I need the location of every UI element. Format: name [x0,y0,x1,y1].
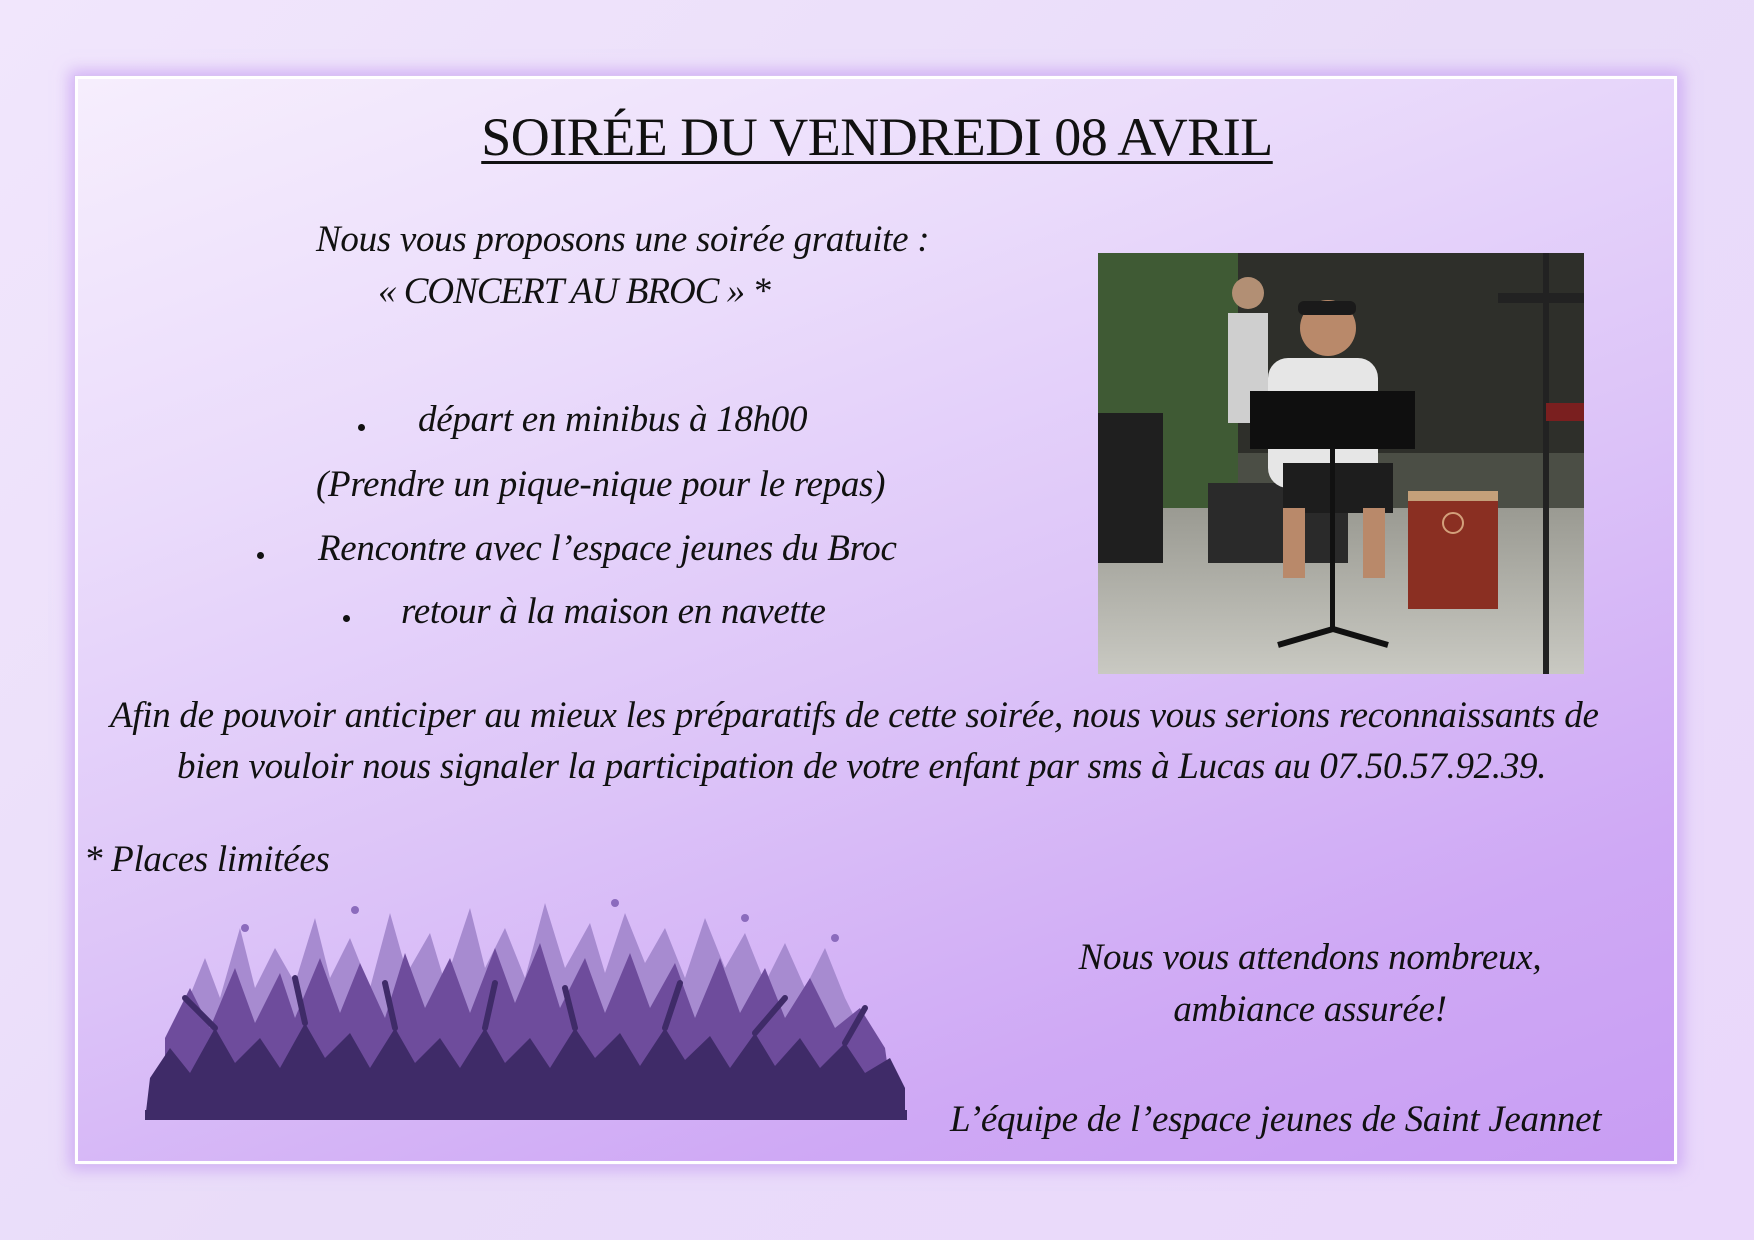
program-note-picnic: (Prendre un pique-nique pour le repas) [316,464,886,505]
footnote-places-limited: * Places limitées [84,839,330,880]
intro-line-1: Nous vous proposons une soirée gratuite : [316,219,930,260]
notice-line-1: Afin de pouvoir anticiper au mieux les préparatifs de cette soirée, nous vous serions reconnaissants de [110,695,1599,736]
notice-line-2: bien vouloir nous signaler la participation de votre enfant par sms à Lucas au 07.50.57.92.39. [177,746,1547,787]
bullet-icon [343,615,350,622]
bullet-icon [358,424,365,431]
crowd-silhouette [145,888,907,1120]
intro-line-2: « CONCERT AU BROC » * [378,271,770,312]
program-item-return: retour à la maison en navette [401,591,826,632]
bullet-icon [257,552,264,559]
signature: L’équipe de l’espace jeunes de Saint Jeannet [950,1099,1602,1140]
musician-photo [1098,253,1584,674]
flyer-title: SOIRÉE DU VENDREDI 08 AVRIL [481,107,1273,167]
closing-line-1: Nous vous attendons nombreux, [1078,937,1542,978]
program-item-departure: départ en minibus à 18h00 [418,399,808,440]
closing-line-2: ambiance assurée! [1173,989,1447,1030]
program-item-meeting: Rencontre avec l’espace jeunes du Broc [318,528,897,569]
